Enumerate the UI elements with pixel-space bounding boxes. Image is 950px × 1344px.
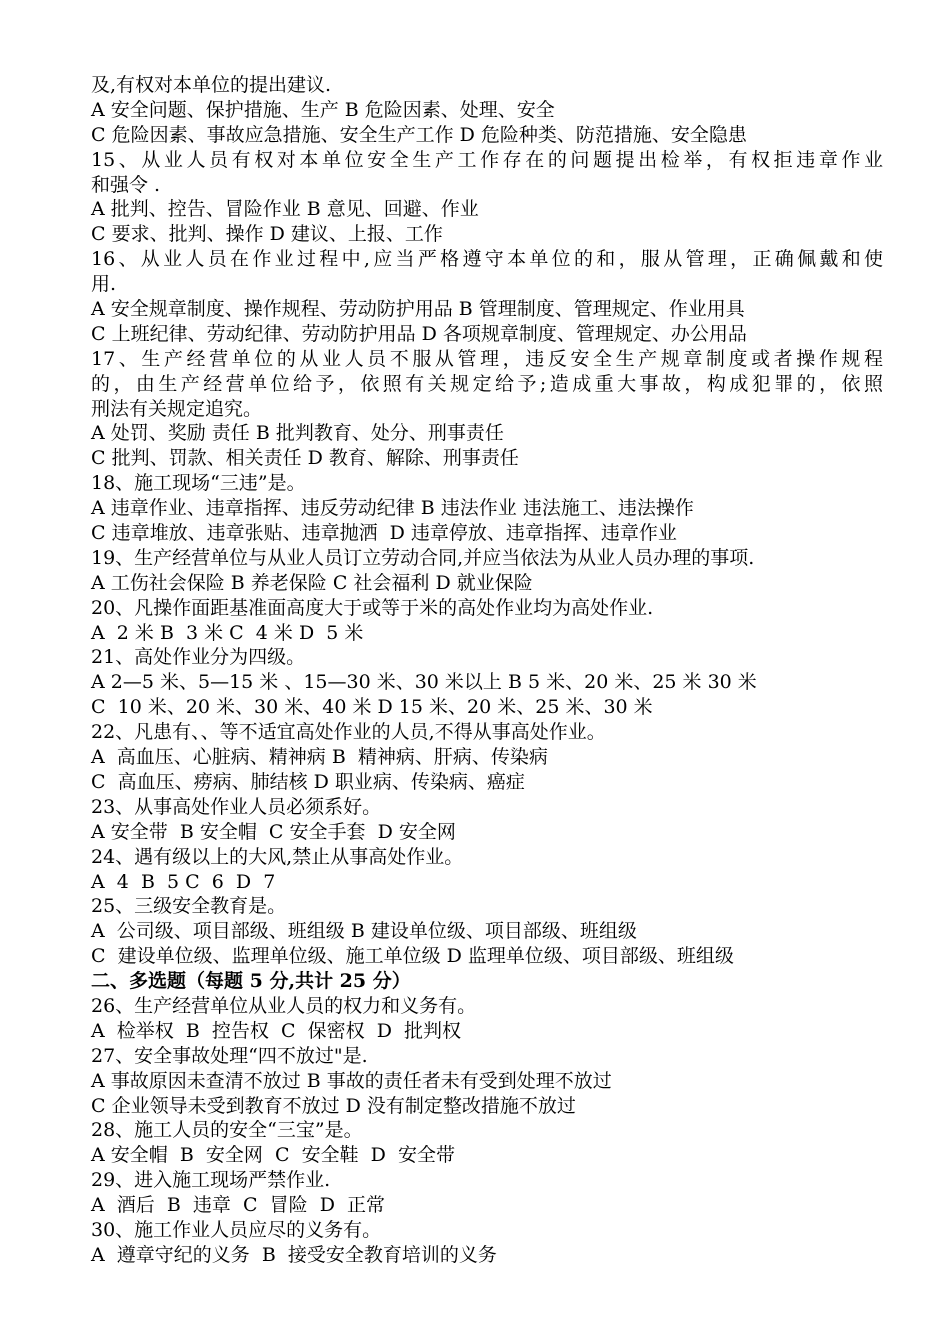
- text-line: 22、凡患有、、等不适宜高处作业的人员,不得从事高处作业。: [91, 721, 606, 744]
- text-line: C 建设单位级、监理单位级、施工单位级 D 监理单位级、项目部级、班组级: [91, 945, 734, 968]
- text-line: 30、施工作业人员应尽的义务有。: [91, 1218, 382, 1241]
- text-line: A 4 B 5 C 6 D 7: [91, 870, 276, 893]
- text-line: 的，由生产经营单位给予，依照有关规定给予;造成重大事故，构成犯罪的，依照: [91, 372, 883, 395]
- text-line: 刑法有关规定追究。: [91, 397, 263, 420]
- text-line: 28、施工人员的安全“三宝”是。: [91, 1119, 363, 1142]
- text-line: C 要求、批判、操作 D 建议、上报、工作: [91, 223, 443, 246]
- text-line: 23、从事高处作业人员必须系好。: [91, 795, 382, 818]
- text-line: 27、安全事故处理“四不放过"是.: [91, 1044, 368, 1067]
- text-line: C 违章堆放、违章张贴、违章抛洒 D 违章停放、违章指挥、违章作业: [91, 522, 677, 545]
- text-line: A 安全带 B 安全帽 C 安全手套 D 安全网: [91, 820, 456, 843]
- text-line: 16、从业人员在作业过程中,应当严格遵守本单位的和，服从管理，正确佩戴和使: [91, 248, 883, 271]
- document-page: [91, 73, 891, 1268]
- text-line: C 企业领导未受到教育不放过 D 没有制定整改措施不放过: [91, 1094, 576, 1117]
- text-line: A 安全问题、保护措施、生产 B 危险因素、处理、安全: [91, 98, 555, 121]
- text-line: A 安全规章制度、操作规程、劳动防护用品 B 管理制度、管理规定、作业用具: [91, 298, 745, 321]
- text-line: 26、生产经营单位从业人员的权力和义务有。: [91, 994, 477, 1017]
- text-line: A 2—5 米、5—15 米 、15—30 米、30 米以上 B 5 米、20 米、25 米 30 米: [91, 671, 757, 694]
- text-line: A 工伤社会保险 B 养老保险 C 社会福利 D 就业保险: [91, 571, 533, 594]
- section-heading: 二、多选题（每题 5 分,共计 25 分）: [91, 970, 411, 993]
- text-line: A 遵章守纪的义务 B 接受安全教育培训的义务: [91, 1243, 497, 1266]
- text-line: A 公司级、项目部级、班组级 B 建设单位级、项目部级、班组级: [91, 920, 637, 943]
- text-line: 19、生产经营单位与从业人员订立劳动合同,并应当依法为从业人员办理的事项.: [91, 546, 755, 569]
- text-line: A 2 米 B 3 米 C 4 米 D 5 米: [91, 621, 364, 644]
- text-line: 17、生产经营单位的从业人员不服从管理，违反安全生产规章制度或者操作规程: [91, 347, 883, 370]
- text-line: C 上班纪律、劳动纪律、劳动防护用品 D 各项规章制度、管理规定、办公用品: [91, 322, 747, 345]
- text-line: A 安全帽 B 安全网 C 安全鞋 D 安全带: [91, 1144, 455, 1167]
- text-line: A 违章作业、违章指挥、违反劳动纪律 B 违法作业 违法施工、违法操作: [91, 497, 694, 520]
- text-line: 和强令 .: [91, 173, 161, 196]
- text-line: C 10 米、20 米、30 米、40 米 D 15 米、20 米、25 米、30 米: [91, 696, 653, 719]
- text-line: 20、凡操作面距基准面高度大于或等于米的高处作业均为高处作业.: [91, 596, 654, 619]
- text-line: 24、遇有级以上的大风,禁止从事高处作业。: [91, 845, 464, 868]
- text-line: 18、施工现场“三违”是。: [91, 472, 306, 495]
- text-line: A 批判、控告、冒险作业 B 意见、回避、作业: [91, 198, 479, 221]
- text-line: C 批判、罚款、相关责任 D 教育、解除、刑事责任: [91, 447, 519, 470]
- text-line: A 高血压、心脏病、精神病 B 精神病、肝病、传染病: [91, 746, 548, 769]
- text-line: A 检举权 B 控告权 C 保密权 D 批判权: [91, 1019, 462, 1042]
- text-line: 用.: [91, 273, 117, 296]
- text-line: C 危险因素、事故应急措施、安全生产工作 D 危险种类、防范措施、安全隐患: [91, 123, 747, 146]
- text-line: A 事故原因未查清不放过 B 事故的责任者未有受到处理不放过: [91, 1069, 612, 1092]
- text-line: 及,有权对本单位的提出建议.: [91, 74, 332, 96]
- text-line: A 处罚、奖励 责任 B 批判教育、处分、刑事责任: [91, 422, 504, 445]
- text-line: 21、高处作业分为四级。: [91, 646, 306, 669]
- text-line: 15、从业人员有权对本单位安全生产工作存在的问题提出检举，有权拒违章作业: [91, 148, 883, 171]
- text-line: 29、进入施工现场严禁作业.: [91, 1169, 331, 1192]
- text-line: C 高血压、痨病、肺结核 D 职业病、传染病、癌症: [91, 770, 525, 793]
- text-line: 25、三级安全教育是。: [91, 895, 287, 918]
- text-line: A 酒后 B 违章 C 冒险 D 正常: [91, 1194, 386, 1217]
